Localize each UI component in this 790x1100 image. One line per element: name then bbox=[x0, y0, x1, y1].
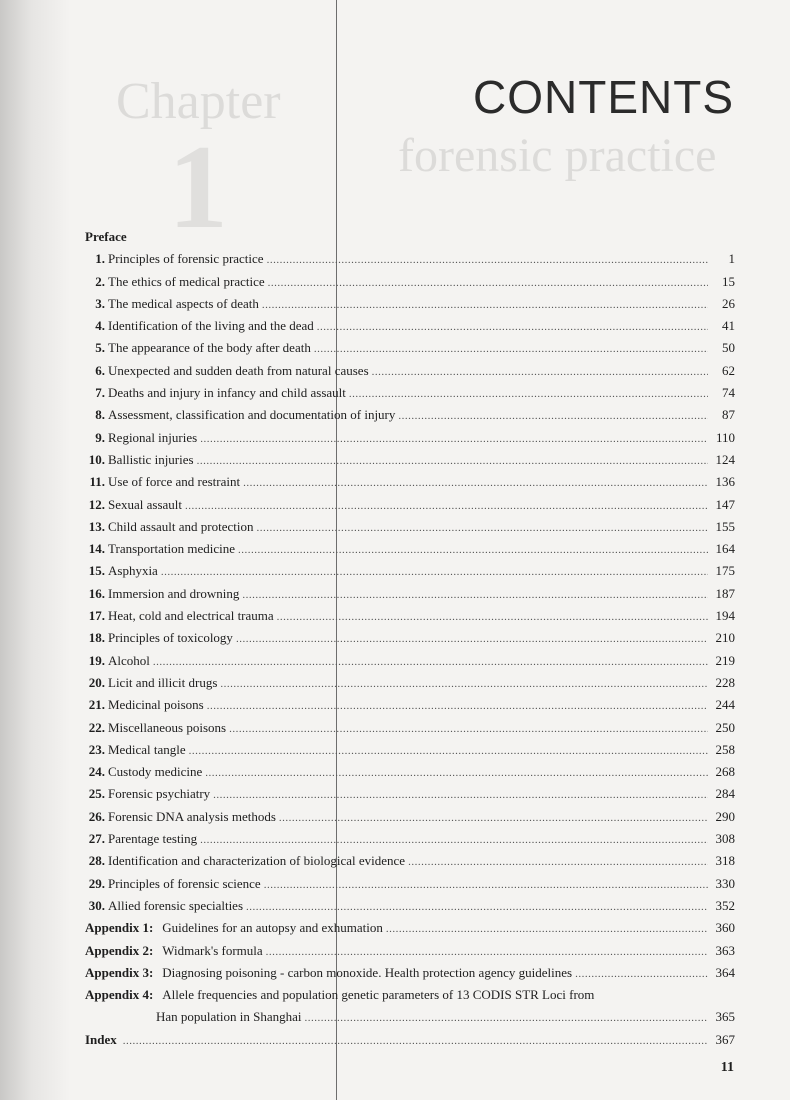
toc-entry-label: Custody medicine bbox=[108, 764, 203, 780]
toc-entry-page: 41 bbox=[722, 318, 735, 334]
toc-entry-label: Medicinal poisons bbox=[108, 697, 204, 713]
toc-entry-number: 9. bbox=[95, 429, 105, 445]
page-title: CONTENTS bbox=[473, 71, 734, 123]
toc-entry-page: 164 bbox=[715, 541, 735, 557]
toc-entry-page: 155 bbox=[715, 518, 735, 534]
toc-entry-label: Miscellaneous poisons bbox=[108, 719, 227, 735]
toc-entry-label: Licit and illicit drugs bbox=[108, 674, 218, 690]
toc-entry-page: 228 bbox=[715, 674, 735, 690]
toc-entry-number: 3. bbox=[95, 295, 105, 311]
leader-dots bbox=[189, 740, 708, 762]
leader-dots bbox=[197, 450, 708, 472]
toc-entry-page: 258 bbox=[715, 741, 735, 757]
toc-entry-page: 268 bbox=[715, 764, 735, 780]
toc-entry-label: Ballistic injuries bbox=[108, 451, 194, 467]
toc-entry-label: Identification of the living and the dead bbox=[108, 318, 314, 334]
toc-entry-number: 2. bbox=[95, 273, 105, 289]
toc-entry-label: The ethics of medical practice bbox=[108, 273, 265, 289]
leader-dots bbox=[268, 272, 708, 294]
toc-entry-number: 16. bbox=[88, 585, 105, 601]
leader-dots bbox=[575, 963, 708, 985]
ghost-chapter-text: Chapter bbox=[116, 73, 281, 130]
toc-entry-page: 250 bbox=[715, 719, 735, 735]
toc-entry-number: 27. bbox=[88, 831, 105, 847]
toc-entry bbox=[85, 516, 735, 538]
toc-entry-label: Principles of toxicology bbox=[108, 630, 233, 646]
leader-dots bbox=[207, 695, 708, 717]
toc-entry-label: Forensic DNA analysis methods bbox=[108, 808, 276, 824]
toc-entry bbox=[85, 538, 735, 560]
ghost-subtitle-text: forensic practice bbox=[398, 129, 717, 182]
toc-entry bbox=[85, 761, 735, 783]
leader-dots bbox=[264, 874, 708, 896]
toc-entry bbox=[85, 672, 735, 694]
toc-appendix bbox=[85, 984, 735, 1006]
toc-entry bbox=[85, 694, 735, 716]
toc-entry bbox=[85, 382, 735, 404]
toc-entry-number: 12. bbox=[88, 496, 105, 512]
toc-entry-page: 15 bbox=[722, 273, 735, 289]
toc-entry-number: 28. bbox=[88, 853, 105, 869]
leader-dots bbox=[246, 896, 708, 918]
toc-entry bbox=[85, 583, 735, 605]
toc-entry-number: 18. bbox=[88, 630, 105, 646]
leader-dots bbox=[153, 651, 708, 673]
toc-entry-label: Use of force and restraint bbox=[108, 474, 241, 490]
leader-dots bbox=[317, 316, 708, 338]
leader-dots bbox=[229, 718, 708, 740]
toc-appendix bbox=[85, 917, 735, 939]
toc-entry-label: Immersion and drowning bbox=[108, 585, 240, 601]
toc-entry-number: 25. bbox=[88, 786, 105, 802]
toc-entry-number: 14. bbox=[88, 541, 105, 557]
toc-entry-label: Index bbox=[85, 1031, 117, 1047]
toc-entry-label: Principles of forensic practice bbox=[108, 251, 264, 267]
toc-entry bbox=[85, 293, 735, 315]
leader-dots bbox=[238, 539, 708, 561]
toc-entry bbox=[85, 895, 735, 917]
toc-entry bbox=[85, 337, 735, 359]
leader-dots bbox=[262, 294, 708, 316]
toc-entry-page: 194 bbox=[715, 608, 735, 624]
toc-entry-number: 19. bbox=[88, 652, 105, 668]
toc-entry-number: 13. bbox=[88, 518, 105, 534]
page-gutter-shadow bbox=[0, 0, 70, 1100]
toc-entry bbox=[85, 471, 735, 493]
toc-entry-page: 136 bbox=[715, 474, 735, 490]
toc-entry-label: The appearance of the body after death bbox=[108, 340, 311, 356]
leader-dots bbox=[243, 472, 708, 494]
toc-entry-page: 26 bbox=[722, 295, 735, 311]
toc-entry-label: Identification and characterization of biological evidence bbox=[108, 853, 406, 869]
ghost-chapter-number: 1 bbox=[168, 120, 228, 253]
toc-entry bbox=[85, 271, 735, 293]
toc-entry-page: 124 bbox=[715, 451, 735, 467]
toc-entry-number: Appendix 2: bbox=[85, 942, 154, 958]
toc-entry-number: 23. bbox=[88, 741, 105, 757]
toc-entry-page: 62 bbox=[722, 362, 735, 378]
toc-entry-page: 365 bbox=[715, 1009, 735, 1025]
toc-entry-page: 210 bbox=[715, 630, 735, 646]
toc-entry-label: The medical aspects of death bbox=[108, 295, 259, 311]
toc-entry bbox=[85, 248, 735, 270]
leader-dots bbox=[277, 606, 708, 628]
toc-entry-page: 367 bbox=[715, 1031, 735, 1047]
leader-dots bbox=[236, 628, 708, 650]
toc-entry-label: Parentage testing bbox=[108, 831, 198, 847]
toc-entry-label: Regional injuries bbox=[108, 429, 198, 445]
toc-entry-label: Child assault and protection bbox=[108, 518, 254, 534]
leader-dots bbox=[267, 249, 708, 271]
toc-appendix-continuation bbox=[85, 1006, 735, 1028]
toc-entry bbox=[85, 427, 735, 449]
toc-entry-number: 21. bbox=[88, 697, 105, 713]
leader-dots bbox=[242, 584, 708, 606]
toc-entry-number: 10. bbox=[88, 451, 105, 467]
toc-preface: Preface bbox=[85, 229, 127, 244]
leader-dots bbox=[279, 807, 708, 829]
leader-dots bbox=[185, 495, 708, 517]
toc-entry-label: Medical tangle bbox=[108, 741, 186, 757]
leader-dots bbox=[200, 829, 708, 851]
toc-entry-number: 29. bbox=[88, 875, 105, 891]
leader-dots bbox=[205, 762, 708, 784]
toc-entry-page: 1 bbox=[728, 251, 735, 267]
page-number: 11 bbox=[720, 1060, 734, 1075]
toc-entry-page: 330 bbox=[715, 875, 735, 891]
toc-entry-page: 147 bbox=[715, 496, 735, 512]
toc-entry-number: 4. bbox=[95, 318, 105, 334]
toc-entry-label-continued: Han population in Shanghai bbox=[156, 1009, 302, 1025]
toc-entry bbox=[85, 828, 735, 850]
toc-entry bbox=[85, 449, 735, 471]
toc-entry bbox=[85, 806, 735, 828]
toc-entry-page: 360 bbox=[715, 920, 735, 936]
toc-index bbox=[85, 1029, 735, 1051]
leader-dots bbox=[257, 517, 708, 539]
toc-entry-number: 20. bbox=[88, 674, 105, 690]
toc-entry-page: 219 bbox=[715, 652, 735, 668]
toc-entry-page: 318 bbox=[715, 853, 735, 869]
toc-entry-page: 284 bbox=[715, 786, 735, 802]
toc-entry-number: Appendix 3: bbox=[85, 964, 154, 980]
toc-entry-number: 26. bbox=[88, 808, 105, 824]
toc-entry-number: 24. bbox=[88, 764, 105, 780]
toc-entry-label: Allele frequencies and population genetic parameters of 13 CODIS STR Loci from bbox=[162, 987, 595, 1003]
toc-entry-number: 15. bbox=[88, 563, 105, 579]
toc-entry-number: 22. bbox=[88, 719, 105, 735]
toc-entry-label: Deaths and injury in infancy and child assault bbox=[108, 385, 346, 401]
leader-dots bbox=[200, 428, 708, 450]
toc-entry-page: 74 bbox=[722, 385, 735, 401]
leader-dots bbox=[266, 941, 708, 963]
toc-entry bbox=[85, 627, 735, 649]
toc-entry-number: Appendix 1: bbox=[85, 920, 154, 936]
toc-entry bbox=[85, 739, 735, 761]
toc-entry bbox=[85, 560, 735, 582]
toc-entries bbox=[85, 248, 735, 917]
toc-entry-number: 11. bbox=[89, 474, 105, 490]
toc-entry-page: 50 bbox=[722, 340, 735, 356]
leader-dots bbox=[408, 851, 708, 873]
leader-dots bbox=[349, 383, 708, 405]
toc-entry-label: Diagnosing poisoning - carbon monoxide. Health protection agency guidelines bbox=[162, 964, 573, 980]
toc-entry-page: 175 bbox=[715, 563, 735, 579]
toc-entry-label: Widmark's formula bbox=[162, 942, 263, 958]
toc-entry-number: Appendix 4: bbox=[85, 987, 154, 1003]
toc-entry bbox=[85, 850, 735, 872]
toc-entry-page: 110 bbox=[715, 429, 735, 445]
leader-dots bbox=[161, 561, 708, 583]
toc-entry-number: 6. bbox=[95, 362, 105, 378]
toc-entry-page: 364 bbox=[715, 964, 735, 980]
leader-dots bbox=[386, 918, 708, 940]
toc-entry-page: 87 bbox=[722, 407, 735, 423]
toc-entry bbox=[85, 783, 735, 805]
toc-appendices bbox=[85, 917, 735, 1028]
toc-appendix bbox=[85, 940, 735, 962]
leader-dots bbox=[372, 361, 708, 383]
toc-entry-label: Forensic psychiatry bbox=[108, 786, 211, 802]
toc-entry-number: 17. bbox=[88, 608, 105, 624]
toc-entry bbox=[85, 717, 735, 739]
toc-entry-number: 30. bbox=[88, 897, 105, 913]
toc-entry bbox=[85, 605, 735, 627]
toc-entry bbox=[85, 494, 735, 516]
toc-entry bbox=[85, 650, 735, 672]
toc-entry-page: 290 bbox=[715, 808, 735, 824]
toc-entry bbox=[85, 360, 735, 382]
toc-entry-label: Unexpected and sudden death from natural causes bbox=[108, 362, 369, 378]
toc-appendix bbox=[85, 962, 735, 984]
leader-dots bbox=[398, 405, 708, 427]
leader-dots bbox=[305, 1007, 708, 1029]
toc-entry-number: 1. bbox=[95, 251, 105, 267]
toc-entry-label: Sexual assault bbox=[108, 496, 183, 512]
toc-entry-page: 308 bbox=[715, 831, 735, 847]
toc-entry-label: Asphyxia bbox=[108, 563, 158, 579]
toc-entry-number: 5. bbox=[95, 340, 105, 356]
leader-dots bbox=[220, 673, 708, 695]
toc-entry-label: Heat, cold and electrical trauma bbox=[108, 608, 274, 624]
toc-entry-page: 363 bbox=[715, 942, 735, 958]
toc-entry-label: Alcohol bbox=[108, 652, 150, 668]
table-of-contents bbox=[85, 226, 735, 1051]
toc-entry-page: 244 bbox=[715, 697, 735, 713]
toc-entry-label: Assessment, classification and documentation of injury bbox=[108, 407, 396, 423]
toc-entry-number: 7. bbox=[95, 385, 105, 401]
toc-entry bbox=[85, 873, 735, 895]
leader-dots bbox=[213, 784, 708, 806]
toc-entry bbox=[85, 315, 735, 337]
leader-dots bbox=[123, 1030, 708, 1052]
toc-entry bbox=[85, 404, 735, 426]
toc-entry-page: 187 bbox=[715, 585, 735, 601]
leader-dots bbox=[314, 338, 708, 360]
toc-entry-label: Transportation medicine bbox=[108, 541, 235, 557]
toc-entry-label: Principles of forensic science bbox=[108, 875, 261, 891]
toc-entry-label: Guidelines for an autopsy and exhumation bbox=[162, 920, 383, 936]
toc-entry-page: 352 bbox=[715, 897, 735, 913]
toc-entry-label: Allied forensic specialties bbox=[108, 897, 244, 913]
toc-entry-number: 8. bbox=[95, 407, 105, 423]
